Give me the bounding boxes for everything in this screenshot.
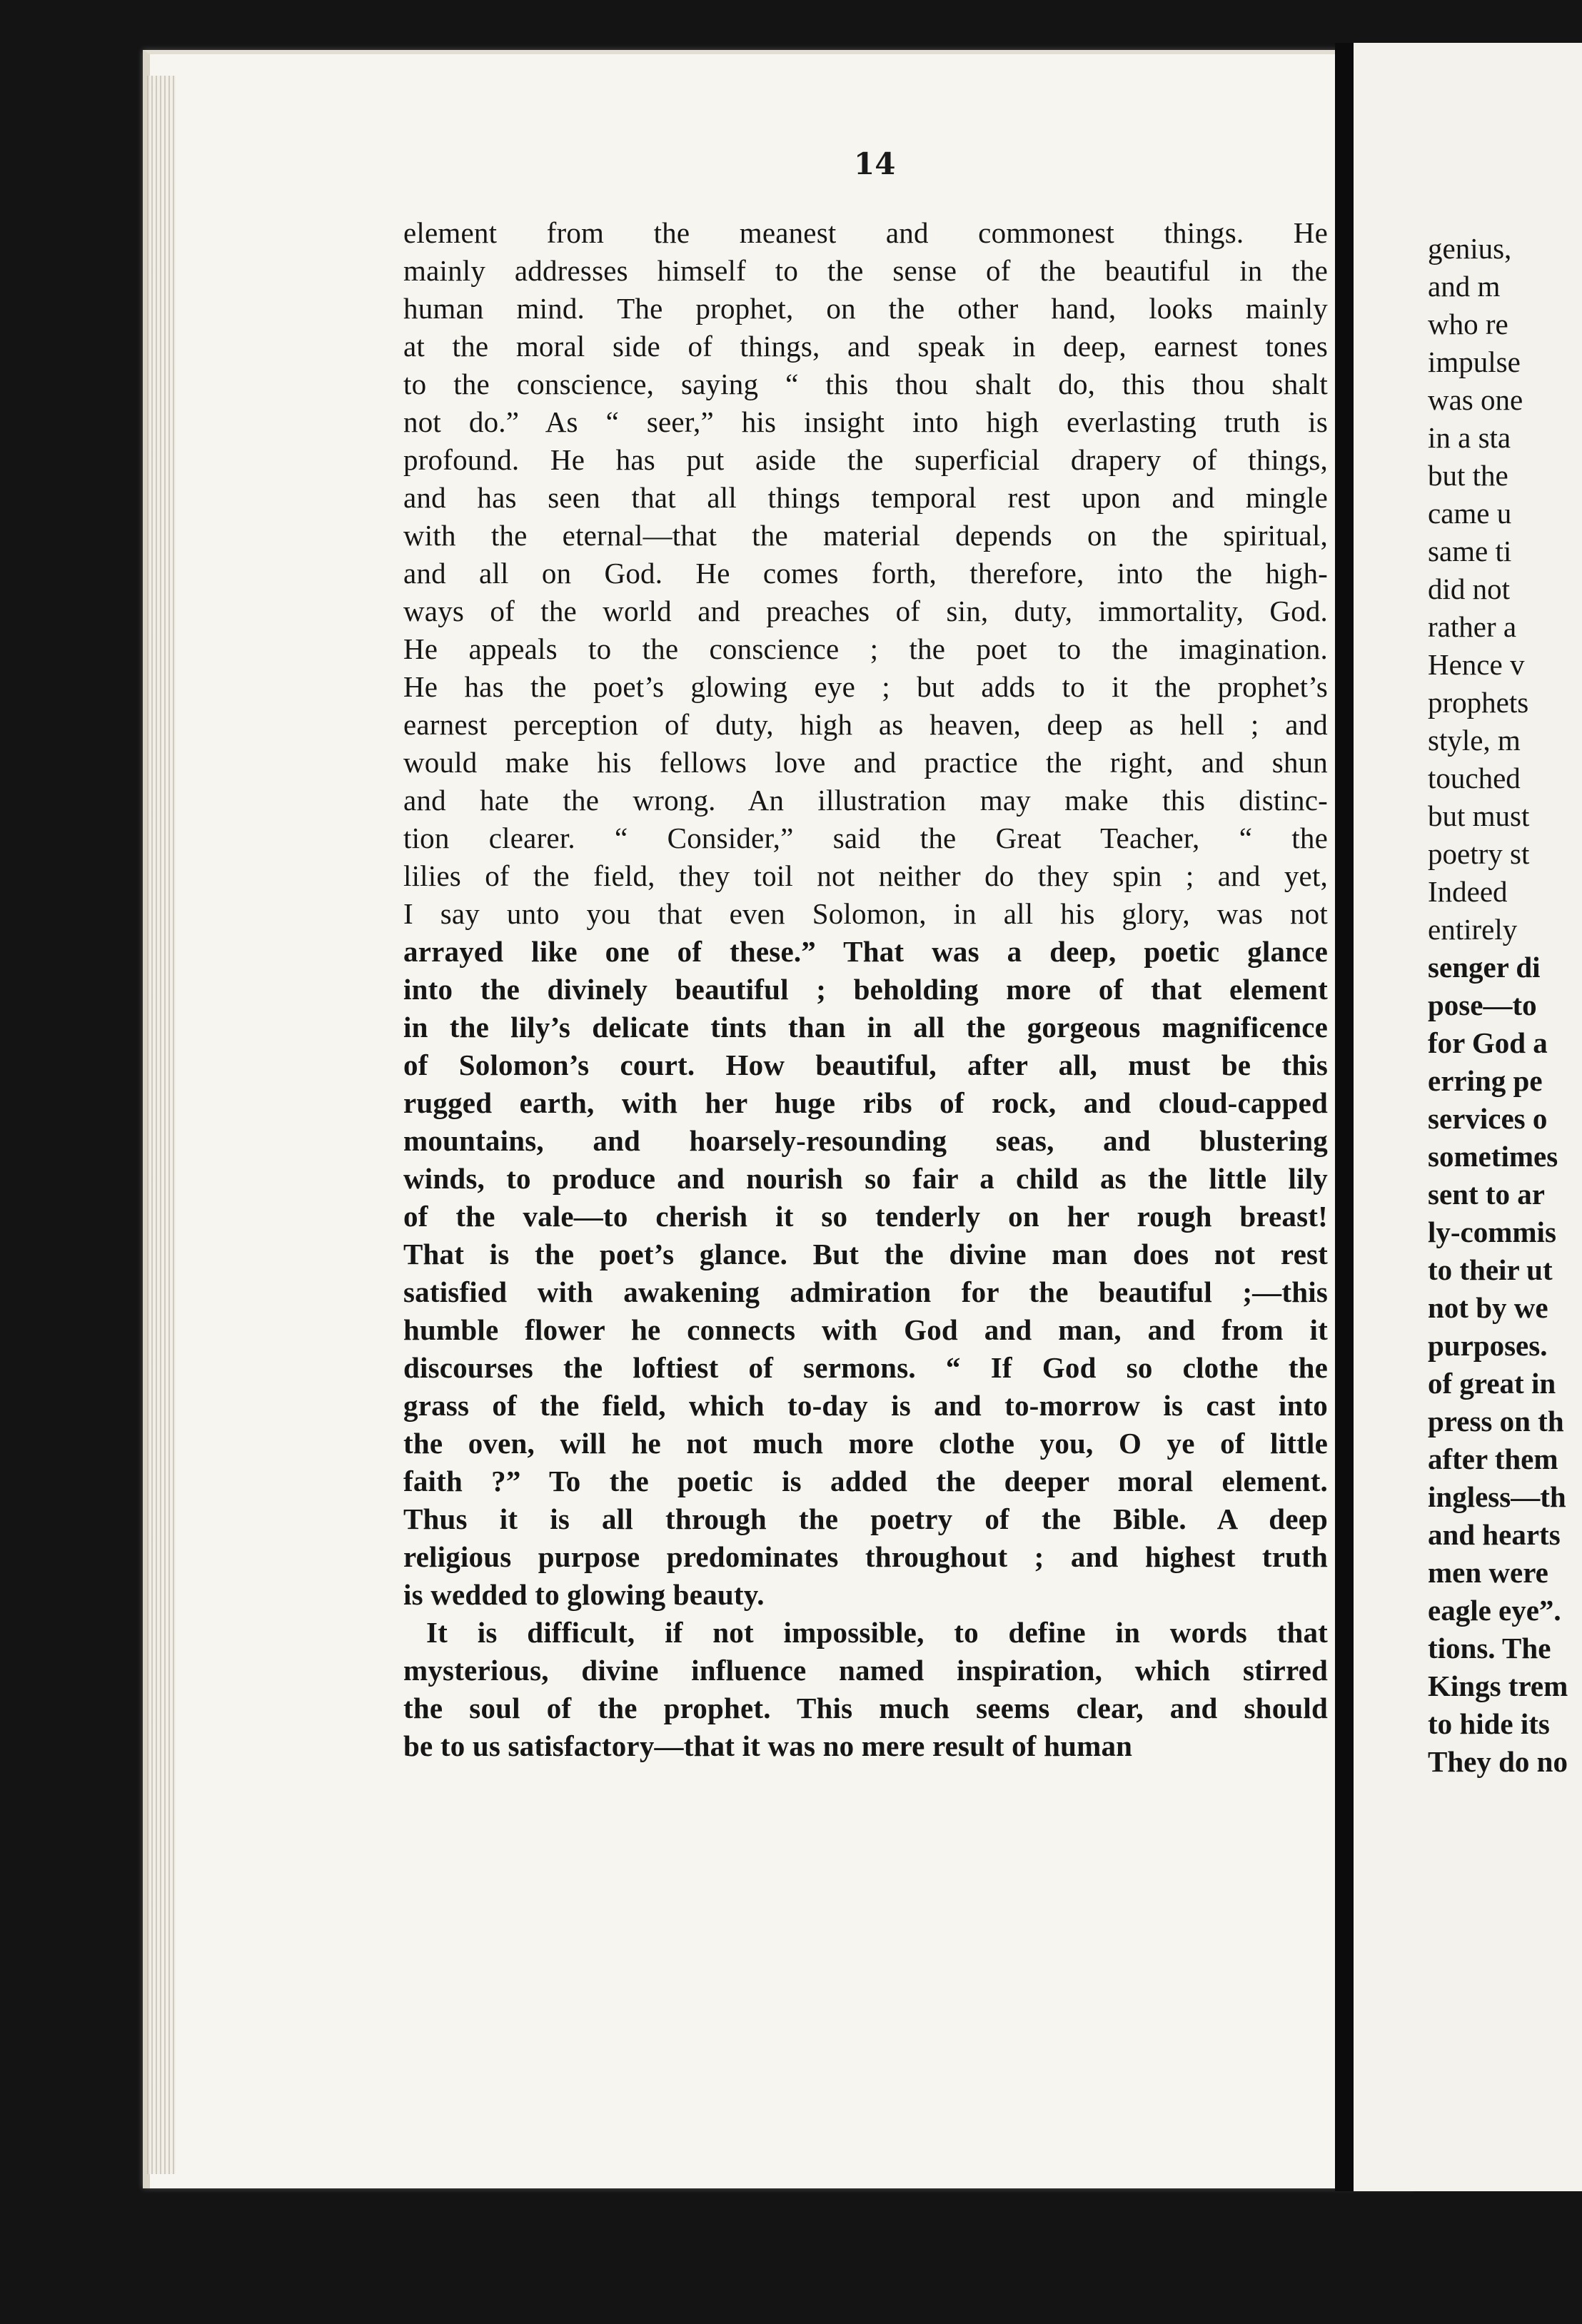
facing-text-line: of great in — [1428, 1367, 1556, 1400]
text-line: mountains, and hoarsely-resounding seas, and blustering — [403, 1124, 1328, 1157]
facing-text-line: men were — [1428, 1556, 1548, 1589]
text-line: human mind. The prophet, on the other hand, looks mainly — [403, 292, 1328, 325]
facing-text-line: sent to ar — [1428, 1178, 1545, 1211]
facing-text-line: came u — [1428, 497, 1512, 530]
paragraph-1 — [403, 214, 1328, 1614]
text-line: with the eternal—that the material depends on the spiritual, — [403, 519, 1328, 552]
facing-text-line: sometimes — [1428, 1140, 1558, 1173]
facing-text-line: purposes. — [1428, 1329, 1548, 1362]
text-line: the oven, will he not much more clothe you, O ye of little — [403, 1427, 1328, 1460]
text-line: mysterious, divine influence named inspiration, which stirred — [403, 1654, 1328, 1687]
text-line: profound. He has put aside the superficial drapery of things, — [403, 443, 1328, 476]
facing-text-line: to their ut — [1428, 1253, 1553, 1286]
text-line: into the divinely beautiful ; beholding more of that element — [403, 973, 1328, 1006]
text-line: It is difficult, if not impossible, to define in words that — [426, 1616, 1328, 1649]
facing-text-line: ingless—th — [1428, 1480, 1566, 1513]
text-line: mainly addresses himself to the sense of the beautiful in the — [403, 254, 1328, 287]
facing-text-line: Hence v — [1428, 648, 1525, 681]
text-line: tion clearer. “ Consider,” said the Great Teacher, “ the — [403, 822, 1328, 854]
text-line: religious purpose predominates throughout ; and highest truth — [403, 1540, 1328, 1573]
text-line: would make his fellows love and practice the right, and shun — [403, 746, 1328, 779]
facing-text-line: poetry st — [1428, 837, 1530, 870]
text-line: element from the meanest and commonest things. He — [403, 216, 1328, 249]
facing-text-line: same ti — [1428, 535, 1512, 567]
text-line: He appeals to the conscience ; the poet to the imagination. — [403, 632, 1328, 665]
text-line: not do.” As “ seer,” his insight into high everlasting truth is — [403, 405, 1328, 438]
text-line: Thus it is all through the poetry of the Bible. A deep — [403, 1502, 1328, 1535]
text-line: winds, to produce and nourish so fair a child as the little lily — [403, 1162, 1328, 1195]
text-line: at the moral side of things, and speak in deep, earnest tones — [403, 330, 1328, 363]
facing-text-line: but must — [1428, 799, 1530, 832]
text-line: satisfied with awakening admiration for the beautiful ;—this — [403, 1275, 1328, 1308]
text-line: is wedded to glowing beauty. — [403, 1578, 765, 1611]
text-line: rugged earth, with her huge ribs of rock, and cloud-capped — [403, 1086, 1328, 1119]
facing-text-line: erring pe — [1428, 1064, 1543, 1097]
text-line: discourses the loftiest of sermons. “ If God so clothe the — [403, 1351, 1328, 1384]
facing-text-line: for God a — [1428, 1026, 1548, 1059]
text-line: and has seen that all things temporal rest upon and mingle — [403, 481, 1328, 514]
text-line: humble flower he connects with God and man, and from it — [403, 1313, 1328, 1346]
text-line: lilies of the field, they toil not neither do they spin ; and yet, — [403, 859, 1328, 892]
text-line: He has the poet’s glowing eye ; but adds to it the prophet’s — [403, 670, 1328, 703]
facing-text-line: was one — [1428, 383, 1523, 416]
facing-text-line: They do no — [1428, 1745, 1568, 1778]
facing-text-line: entirely — [1428, 913, 1518, 946]
text-line: of the vale—to cherish it so tenderly on her rough breast! — [403, 1200, 1328, 1233]
book-gutter — [1335, 43, 1354, 2191]
facing-text-line: prophets — [1428, 686, 1529, 719]
text-line: to the conscience, saying “ this thou shalt do, this thou shalt — [403, 368, 1328, 400]
facing-text-line: did not — [1428, 572, 1511, 605]
facing-page-text — [1428, 230, 1582, 1781]
text-line: arrayed like one of these.” That was a deep, poetic glance — [403, 935, 1328, 968]
facing-text-line: style, m — [1428, 724, 1521, 757]
facing-text-line: press on th — [1428, 1405, 1564, 1438]
facing-text-line: who re — [1428, 308, 1508, 340]
text-line: of Solomon’s court. How beautiful, after all, must be this — [403, 1049, 1328, 1081]
main-text-column — [403, 214, 1328, 1765]
facing-text-line: senger di — [1428, 951, 1541, 984]
page-number: 14 — [854, 146, 896, 181]
facing-text-line: not by we — [1428, 1291, 1548, 1324]
text-line: in the lily’s delicate tints than in all the gorgeous magnificence — [403, 1011, 1328, 1044]
facing-text-line: Kings trem — [1428, 1669, 1568, 1702]
facing-text-line: genius, — [1428, 232, 1512, 265]
facing-text-line: in a sta — [1428, 421, 1511, 454]
facing-text-line: tions. The — [1428, 1632, 1551, 1664]
text-line: the soul of the prophet. This much seems clear, and should — [403, 1692, 1328, 1724]
facing-text-line: ly-commis — [1428, 1216, 1556, 1248]
facing-text-line: and hearts — [1428, 1518, 1561, 1551]
facing-text-line: impulse — [1428, 345, 1521, 378]
paragraph-2 — [403, 1614, 1328, 1765]
facing-text-line: services o — [1428, 1102, 1548, 1135]
facing-text-line: but the — [1428, 459, 1508, 492]
text-line: ways of the world and preaches of sin, duty, immortality, God. — [403, 595, 1328, 627]
text-line: earnest perception of duty, high as heaven, deep as hell ; and — [403, 708, 1328, 741]
facing-text-line: eagle eye”. — [1428, 1594, 1561, 1627]
facing-text-line: after them — [1428, 1443, 1558, 1475]
facing-text-line: touched — [1428, 762, 1521, 794]
text-line: be to us satisfactory—that it was no mere result of human — [403, 1729, 1133, 1762]
facing-text-line: rather a — [1428, 610, 1517, 643]
text-line: grass of the field, which to-day is and to-morrow is cast into — [403, 1389, 1328, 1422]
text-line: faith ?” To the poetic is added the deeper moral element. — [403, 1465, 1328, 1497]
facing-text-line: and m — [1428, 270, 1501, 303]
facing-text-line: Indeed — [1428, 875, 1508, 908]
text-line: and hate the wrong. An illustration may make this distinc- — [403, 784, 1328, 817]
text-line: That is the poet’s glance. But the divine man does not rest — [403, 1238, 1328, 1270]
facing-text-line: pose—to — [1428, 989, 1537, 1021]
text-line: I say unto you that even Solomon, in all his glory, was not — [403, 897, 1328, 930]
facing-text-line: to hide its — [1428, 1707, 1550, 1740]
text-line: and all on God. He comes forth, therefore, into the high- — [403, 557, 1328, 590]
